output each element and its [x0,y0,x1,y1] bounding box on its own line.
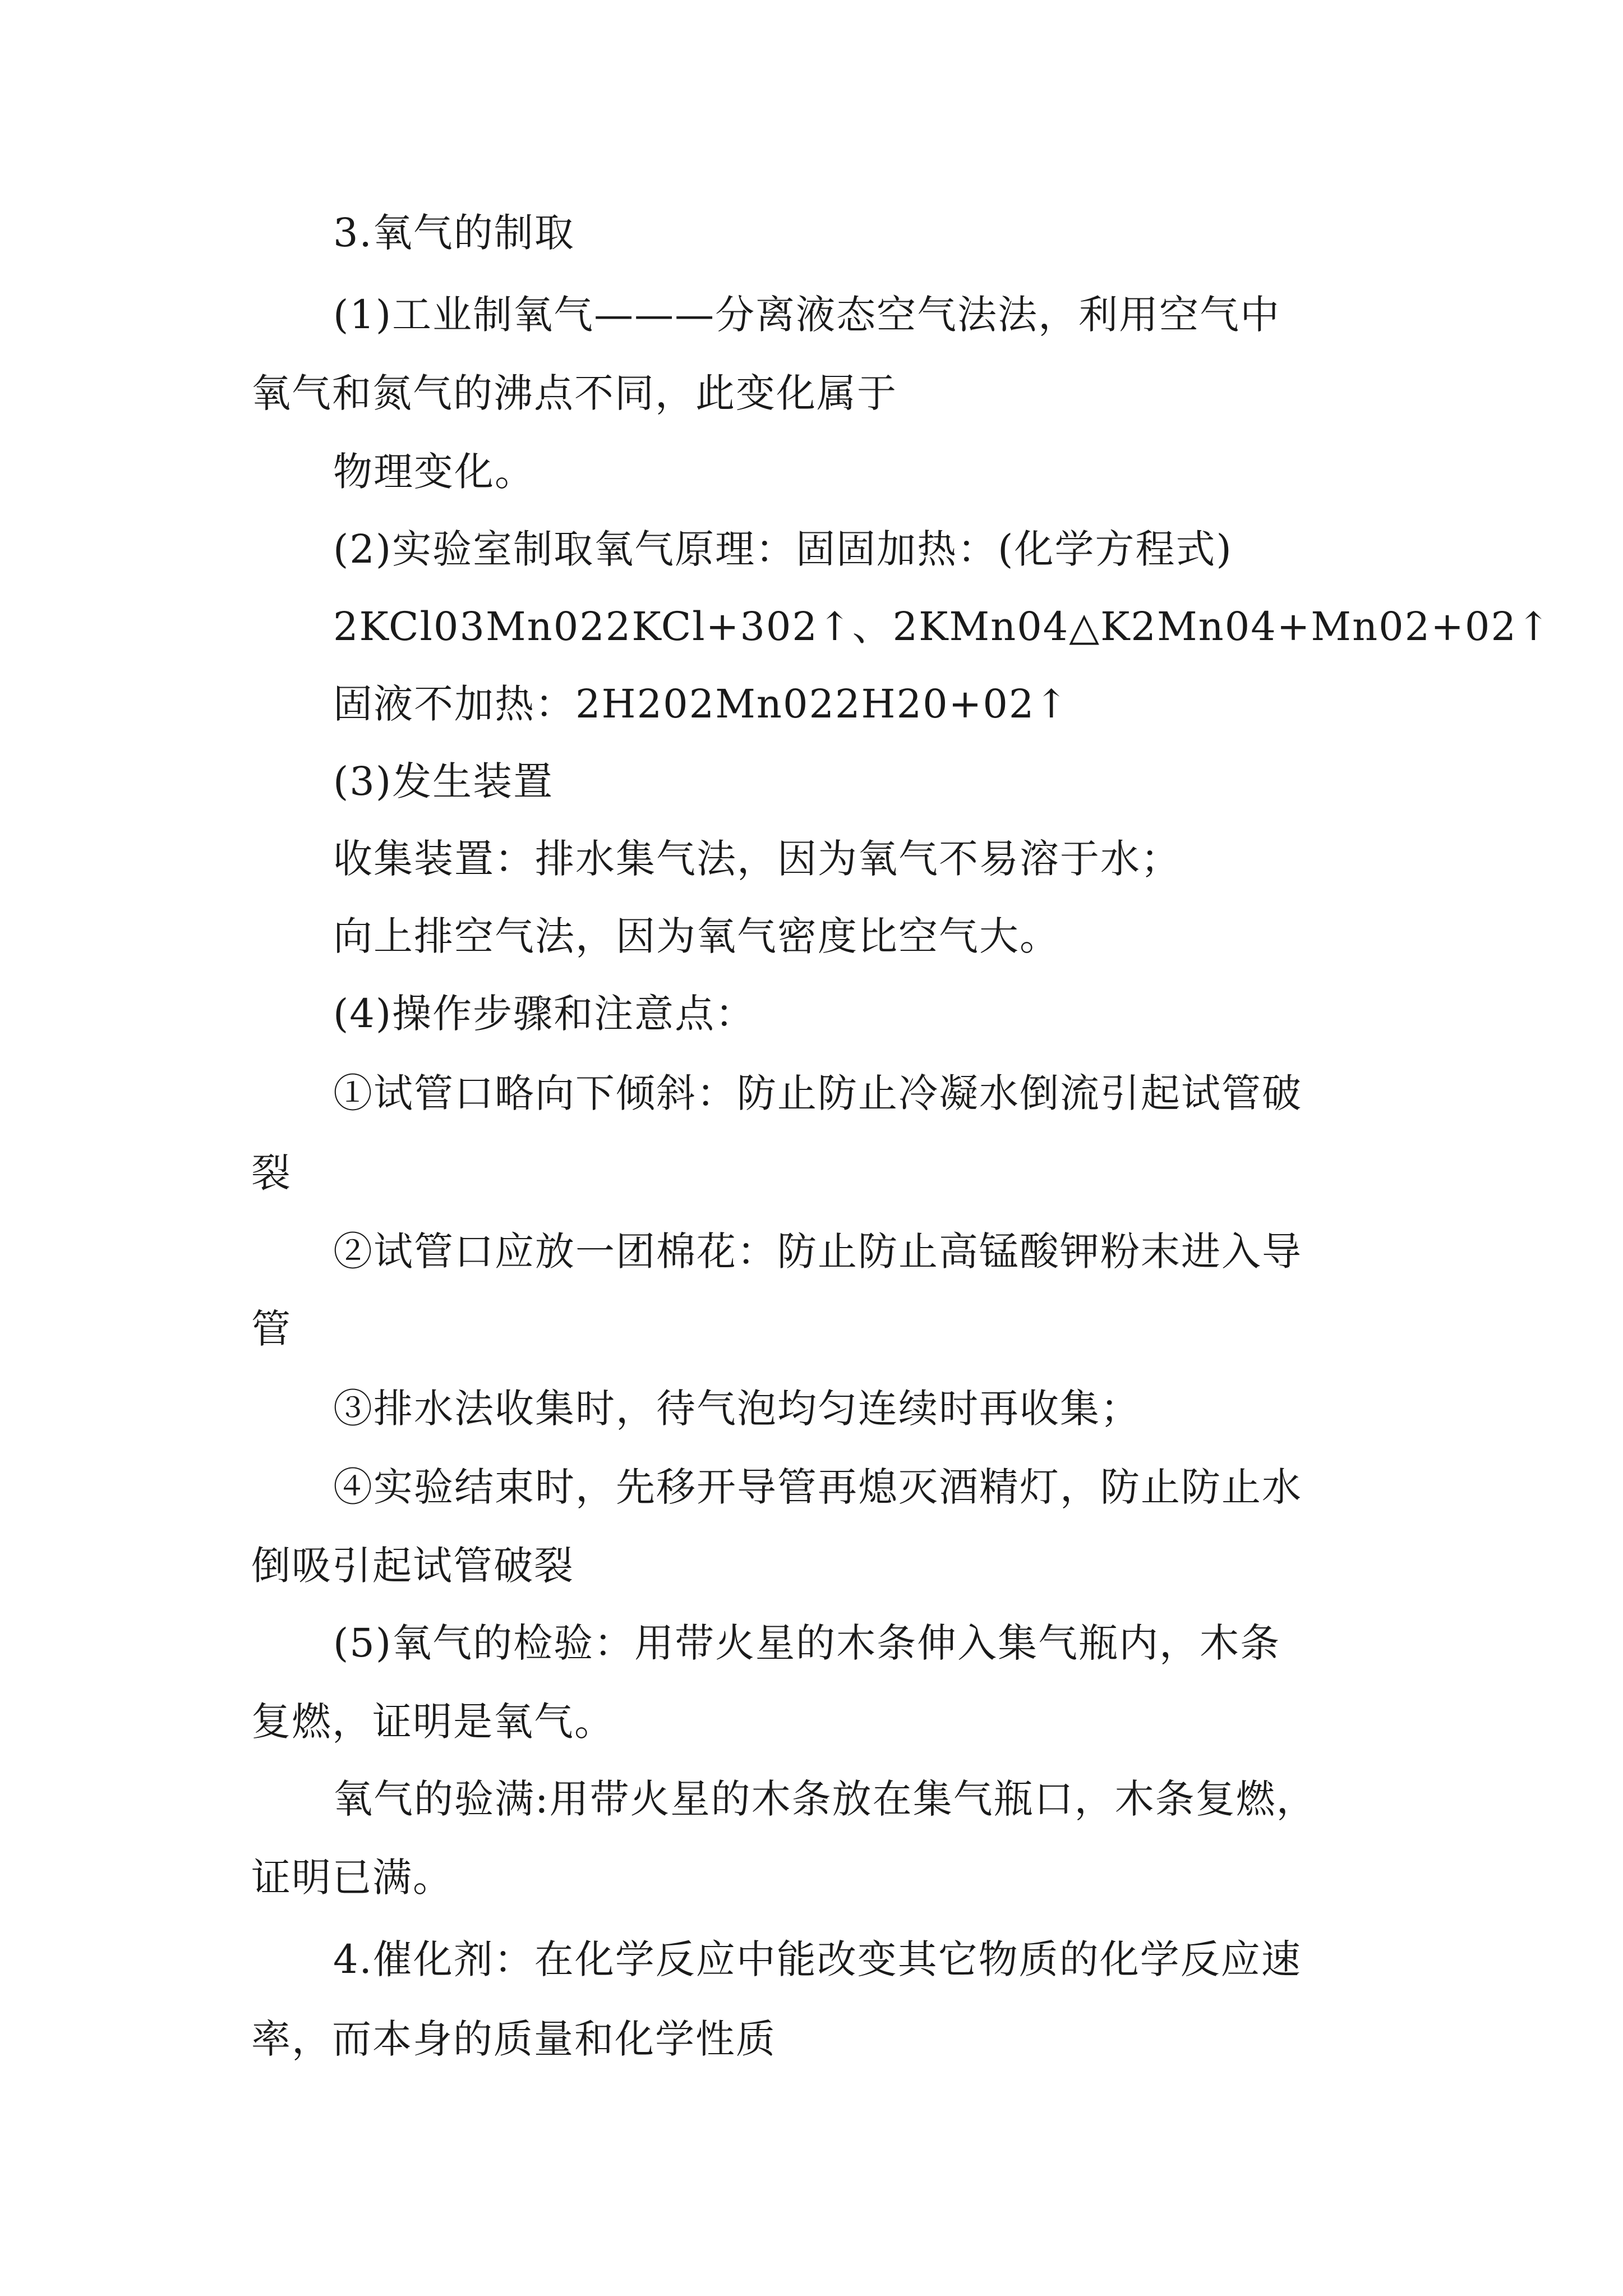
paragraph-line: 向上排空气法，因为氧气密度比空气大。 [333,913,1060,959]
paragraph-line: 管 [251,1306,292,1352]
paragraph-line: (2)实验室制取氧气原理：固固加热：(化学方程式) [333,526,1233,572]
paragraph-line: 4.催化剂：在化学反应中能改变其它物质的化学反应速 [333,1936,1302,1982]
paragraph-line: 氧气和氮气的沸点不同，此变化属于 [251,370,897,416]
paragraph-line: 裂 [251,1150,292,1196]
paragraph-line: 氧气的验满:用带火星的木条放在集气瓶口，木条复燃， [333,1776,1317,1822]
paragraph-line: 倒吸引起试管破裂 [251,1543,574,1589]
paragraph-line: 证明已满。 [251,1855,453,1901]
heading-oxygen-preparation: 3.氧气的制取 [333,210,575,256]
equation-line: 2KCl03Mn022KCl+302↑、2KMn04△K2Mn04+Mn02+02↑ [333,604,1551,650]
paragraph-line: (1)工业制氧气———分离液态空气法法，利用空气中 [333,292,1281,338]
paragraph-line: ④实验结束时，先移开导管再熄灭酒精灯，防止防止水 [333,1464,1302,1510]
paragraph-line: ①试管口略向下倾斜：防止防止冷凝水倒流引起试管破 [333,1070,1302,1116]
paragraph-line: 复燃，证明是氧气。 [251,1699,615,1745]
paragraph-line: 收集装置：排水集气法，因为氧气不易溶于水； [333,836,1181,882]
paragraph-line: 物理变化。 [333,449,535,495]
paragraph-line: (4)操作步骤和注意点： [333,991,756,1037]
paragraph-line: ②试管口应放一团棉花：防止防止高锰酸钾粉末进入导 [333,1228,1302,1274]
paragraph-line: (3)发生装置 [333,758,554,804]
equation-line: 固液不加热：2H202Mn022H20+02↑ [333,681,1069,727]
paragraph-line: (5)氧气的检验：用带火星的木条伸入集气瓶内，木条 [333,1620,1281,1666]
paragraph-line: 率，而本身的质量和化学性质 [251,2016,776,2062]
paragraph-line: ③排水法收集时，待气泡均匀连续时再收集； [333,1386,1141,1432]
